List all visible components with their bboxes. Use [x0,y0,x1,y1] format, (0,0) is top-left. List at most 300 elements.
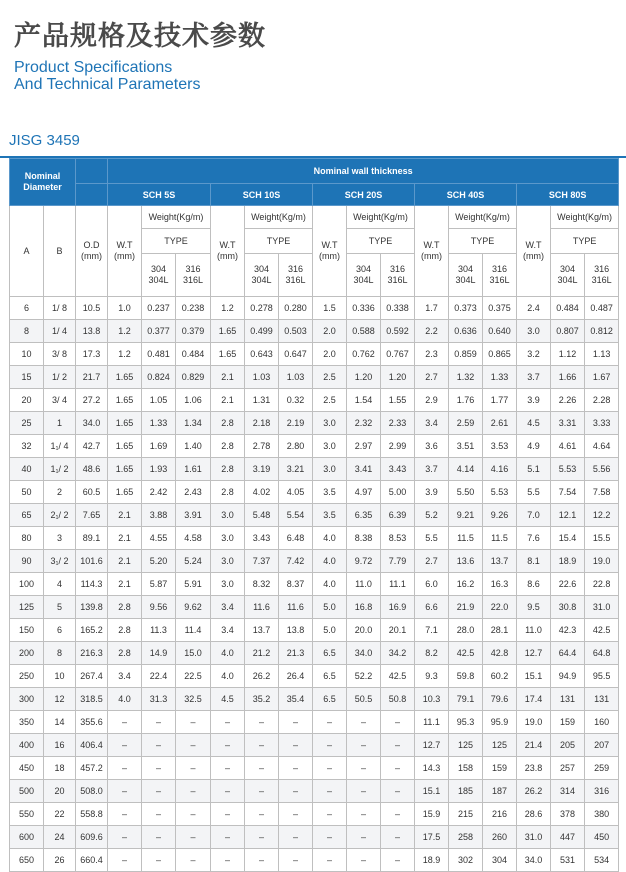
header-blank [76,159,108,184]
table-cell: 200 [10,642,44,665]
table-cell: 7.37 [245,550,279,573]
table-cell: 380 [585,803,619,826]
table-cell: 10.5 [76,297,108,320]
table-cell: 15.4 [551,527,585,550]
table-cell: 26 [44,849,76,872]
table-cell: 8.6 [517,573,551,596]
table-cell: 14 [44,711,76,734]
table-cell: – [279,780,313,803]
table-cell: 42.5 [381,665,415,688]
table-cell: 3.6 [415,435,449,458]
table-cell: 15.5 [585,527,619,550]
table-cell: 1.20 [381,366,415,389]
title-line-2: And Technical Parameters [14,76,201,93]
table-cell: – [211,780,245,803]
table-cell: 1.05 [142,389,176,412]
table-cell: 7.65 [76,504,108,527]
table-cell: 2.61 [483,412,517,435]
table-cell: 22.5 [176,665,211,688]
table-cell: 0.647 [279,343,313,366]
type-304-header: 304 304L [142,254,176,297]
table-cell: 3.33 [585,412,619,435]
table-cell: 2.9 [415,389,449,412]
nominal-wall-header: Nominal wall thickness [108,159,619,184]
table-cell: 10.3 [415,688,449,711]
table-cell: 6.48 [279,527,313,550]
table-cell: 21.4 [517,734,551,757]
table-cell: 9.62 [176,596,211,619]
table-cell: 0.812 [585,320,619,343]
schedule-header: SCH 40S [415,184,517,206]
table-cell: 2.1 [108,527,142,550]
table-cell: 4.64 [585,435,619,458]
table-cell: 31.0 [517,826,551,849]
table-cell: – [313,803,347,826]
table-cell: 6.0 [415,573,449,596]
table-cell: 0.487 [585,297,619,320]
table-cell: 7.42 [279,550,313,573]
table-cell: 28.1 [483,619,517,642]
table-cell: 3.51 [449,435,483,458]
type-header: TYPE [245,229,313,254]
weight-header: Weight(Kg/m) [245,206,313,229]
table-cell: 4.0 [211,665,245,688]
table-cell: 5.91 [176,573,211,596]
table-cell: 13.7 [483,550,517,573]
table-cell: 1.03 [279,366,313,389]
table-cell: 2.42 [142,481,176,504]
table-cell: 9.5 [517,596,551,619]
table-cell: 0.762 [347,343,381,366]
table-cell: 5.00 [381,481,415,504]
table-cell: 11.4 [176,619,211,642]
table-cell: – [279,849,313,872]
header-blank [76,184,108,206]
table-cell: 4.0 [313,550,347,573]
table-cell: – [211,803,245,826]
page-title-chinese: 产品规格及技术参数 [14,21,266,52]
table-cell: 14.3 [415,757,449,780]
table-cell: 42.5 [585,619,619,642]
table-cell: 31.3 [142,688,176,711]
table-cell: 6.5 [313,642,347,665]
table-cell: 2.43 [176,481,211,504]
table-cell: 8 [44,642,76,665]
table-cell: 1.69 [142,435,176,458]
table-cell: 60.5 [76,481,108,504]
table-cell: 457.2 [76,757,108,780]
table-cell: 4.0 [313,527,347,550]
standard-label: JISG 3459 [9,132,80,149]
table-cell: 5.5 [517,481,551,504]
weight-header: Weight(Kg/m) [551,206,619,229]
table-cell: 1.2 [108,320,142,343]
table-cell: 1.13 [585,343,619,366]
table-cell: – [176,803,211,826]
table-cell: – [176,734,211,757]
table-cell: 0.588 [347,320,381,343]
table-cell: 4.9 [517,435,551,458]
table-cell: 24 [44,826,76,849]
table-cell: 42.8 [483,642,517,665]
table-cell: 1.65 [108,412,142,435]
type-316-header: 316 316L [176,254,211,297]
weight-header: Weight(Kg/m) [142,206,211,229]
table-cell: 1₁/ 4 [44,435,76,458]
table-cell: – [279,803,313,826]
table-cell: 1.65 [211,320,245,343]
table-cell: 19.0 [585,550,619,573]
table-cell: 4.14 [449,458,483,481]
table-cell: 1.66 [551,366,585,389]
type-304-header: 304 304L [551,254,585,297]
table-cell: 5.50 [449,481,483,504]
wt-header: W.T (mm) [517,206,551,297]
table-cell: 6 [44,619,76,642]
table-cell: 2.8 [108,642,142,665]
table-row [10,573,619,596]
table-cell: 0.32 [279,389,313,412]
table-row [10,826,619,849]
table-cell: 42.7 [76,435,108,458]
table-cell: – [142,780,176,803]
table-cell: 3.9 [415,481,449,504]
table-cell: 5.0 [313,596,347,619]
table-row [10,527,619,550]
table-cell: 18.9 [415,849,449,872]
table-cell: 8.38 [347,527,381,550]
table-cell: 0.499 [245,320,279,343]
table-row [10,642,619,665]
table-cell: – [142,826,176,849]
table-cell: 1.65 [211,343,245,366]
table-cell: – [279,826,313,849]
table-cell: 0.592 [381,320,415,343]
table-cell: 3.0 [313,435,347,458]
table-cell: 9.56 [142,596,176,619]
table-cell: 1.5 [313,297,347,320]
table-cell: 10 [44,665,76,688]
table-cell: 600 [10,826,44,849]
wt-header: W.T (mm) [211,206,245,297]
table-cell: – [313,826,347,849]
table-cell: – [245,849,279,872]
table-cell: – [108,826,142,849]
table-cell: 17.4 [517,688,551,711]
table-cell: 60.2 [483,665,517,688]
table-cell: 16.2 [449,573,483,596]
table-row [10,320,619,343]
table-cell: 22.4 [142,665,176,688]
table-cell: 20 [10,389,44,412]
table-cell: 11.6 [245,596,279,619]
table-cell: – [108,803,142,826]
table-cell: 3.88 [142,504,176,527]
table-row [10,297,619,320]
table-cell: 8 [10,320,44,343]
table-cell: 26.2 [245,665,279,688]
table-cell: – [211,734,245,757]
type-header: TYPE [551,229,619,254]
table-cell: 79.6 [483,688,517,711]
table-cell: 2.7 [415,550,449,573]
table-cell: 0.375 [483,297,517,320]
table-cell: 3.0 [211,527,245,550]
table-cell: 2 [44,481,76,504]
table-cell: – [176,780,211,803]
table-cell: 5 [44,596,76,619]
table-cell: 316 [585,780,619,803]
table-cell: 2.5 [313,366,347,389]
table-cell: – [347,757,381,780]
table-cell: 450 [10,757,44,780]
table-cell: – [108,711,142,734]
type-304-header: 304 304L [347,254,381,297]
table-cell: – [381,734,415,757]
table-cell: 125 [10,596,44,619]
table-cell: 21.3 [279,642,313,665]
table-cell: 15 [10,366,44,389]
table-row [10,458,619,481]
table-cell: 1.54 [347,389,381,412]
table-cell: 2.4 [517,297,551,320]
table-row [10,757,619,780]
table-cell: 267.4 [76,665,108,688]
type-316-header: 316 316L [381,254,415,297]
table-cell: 89.1 [76,527,108,550]
table-cell: 2.1 [211,366,245,389]
table-cell: 215 [449,803,483,826]
table-cell: 0.373 [449,297,483,320]
table-row [10,596,619,619]
table-cell: 650 [10,849,44,872]
table-cell: 185 [449,780,483,803]
table-cell: 3.5 [313,504,347,527]
table-cell: 131 [551,688,585,711]
table-cell: 1.03 [245,366,279,389]
table-cell: 3.0 [313,458,347,481]
od-header: O.D (mm) [76,206,108,297]
table-cell: – [347,780,381,803]
table-cell: 125 [449,734,483,757]
table-cell: 0.237 [142,297,176,320]
table-cell: 1.06 [176,389,211,412]
table-row [10,504,619,527]
table-cell: 4.58 [176,527,211,550]
table-cell: 3.0 [211,573,245,596]
table-cell: 260 [483,826,517,849]
table-cell: 0.379 [176,320,211,343]
table-cell: 257 [551,757,585,780]
table-row [10,688,619,711]
type-header: TYPE [449,229,517,254]
table-cell: 0.859 [449,343,483,366]
spec-table [9,158,619,872]
table-cell: 22 [44,803,76,826]
table-cell: 4.16 [483,458,517,481]
table-cell: 12.1 [551,504,585,527]
table-cell: 1.32 [449,366,483,389]
table-cell: 9.3 [415,665,449,688]
table-cell: 1.2 [108,343,142,366]
table-cell: – [142,711,176,734]
table-cell: 25 [10,412,44,435]
table-cell: 2.8 [211,435,245,458]
table-cell: 14.9 [142,642,176,665]
table-cell: 1.0 [108,297,142,320]
table-cell: – [211,711,245,734]
table-cell: 3.2 [517,343,551,366]
table-cell: 11.1 [415,711,449,734]
table-cell: 12 [44,688,76,711]
table-cell: 3.0 [211,550,245,573]
table-cell: 16 [44,734,76,757]
table-cell: 15.0 [176,642,211,665]
table-cell: 2.0 [313,320,347,343]
table-cell: – [211,849,245,872]
table-cell: 1.77 [483,389,517,412]
table-cell: 100 [10,573,44,596]
table-cell: 300 [10,688,44,711]
schedule-header: SCH 20S [313,184,415,206]
table-cell: 59.8 [449,665,483,688]
table-cell: 158 [449,757,483,780]
table-cell: 3.21 [279,458,313,481]
table-cell: 4.5 [517,412,551,435]
table-cell: 2.1 [108,504,142,527]
nominal-diameter-header: Nominal Diameter [10,159,76,206]
table-cell: 20.0 [347,619,381,642]
table-cell: 1.34 [176,412,211,435]
table-cell: 7.54 [551,481,585,504]
table-cell: 2.8 [211,481,245,504]
table-cell: 26.2 [517,780,551,803]
col-a-header: A [10,206,44,297]
table-cell: 5.56 [585,458,619,481]
table-cell: 1.2 [211,297,245,320]
table-cell: 2₁/ 2 [44,504,76,527]
type-316-header: 316 316L [279,254,313,297]
table-cell: 2.3 [415,343,449,366]
table-cell: – [279,734,313,757]
table-cell: – [347,849,381,872]
table-cell: – [108,849,142,872]
table-cell: 5.5 [415,527,449,550]
table-cell: – [313,711,347,734]
type-316-header: 316 316L [585,254,619,297]
table-cell: 1.31 [245,389,279,412]
table-cell: 7.0 [517,504,551,527]
table-cell: 7.58 [585,481,619,504]
table-cell: 1.20 [347,366,381,389]
table-cell: 2.8 [211,412,245,435]
type-header: TYPE [142,229,211,254]
table-cell: – [381,826,415,849]
spec-table-body [10,297,619,872]
table-row [10,619,619,642]
table-cell: 35.4 [279,688,313,711]
table-cell: – [211,757,245,780]
table-cell: 5.20 [142,550,176,573]
table-cell: 5.2 [415,504,449,527]
table-cell: 3 [44,527,76,550]
table-cell: 355.6 [76,711,108,734]
table-cell: 65 [10,504,44,527]
table-cell: 9.26 [483,504,517,527]
table-cell: – [176,826,211,849]
table-cell: – [245,734,279,757]
table-cell: – [381,780,415,803]
table-cell: 2.99 [381,435,415,458]
table-cell: 8.2 [415,642,449,665]
table-cell: 150 [10,619,44,642]
table-cell: 17.5 [415,826,449,849]
table-cell: 6 [10,297,44,320]
table-cell: 1.7 [415,297,449,320]
table-cell: 2.8 [108,596,142,619]
table-cell: – [108,757,142,780]
table-cell: 95.9 [483,711,517,734]
table-cell: 8.53 [381,527,415,550]
table-cell: 4.0 [313,573,347,596]
table-cell: 318.5 [76,688,108,711]
table-row [10,550,619,573]
table-cell: 22.0 [483,596,517,619]
schedule-header: SCH 10S [211,184,313,206]
table-cell: 1.61 [176,458,211,481]
table-cell: 2.18 [245,412,279,435]
table-cell: 48.6 [76,458,108,481]
table-cell: 660.4 [76,849,108,872]
table-cell: 6.35 [347,504,381,527]
table-cell: 0.336 [347,297,381,320]
table-cell: – [108,780,142,803]
table-cell: 4.05 [279,481,313,504]
table-cell: 15.1 [517,665,551,688]
table-cell: 31.0 [585,596,619,619]
table-cell: 11.1 [381,573,415,596]
table-cell: 5.53 [551,458,585,481]
table-cell: 1.76 [449,389,483,412]
table-cell: 3.19 [245,458,279,481]
table-cell: – [381,803,415,826]
table-cell: – [108,734,142,757]
table-cell: 500 [10,780,44,803]
table-cell: 2.33 [381,412,415,435]
table-row [10,780,619,803]
table-cell: 2.1 [211,389,245,412]
table-cell: 0.484 [551,297,585,320]
table-cell: 1.33 [483,366,517,389]
table-cell: – [279,711,313,734]
table-cell: 3.4 [108,665,142,688]
table-cell: 3.43 [381,458,415,481]
weight-header: Weight(Kg/m) [347,206,415,229]
table-cell: 3/ 4 [44,389,76,412]
table-cell: 32.5 [176,688,211,711]
table-cell: – [245,826,279,849]
table-cell: 50.5 [347,688,381,711]
schedule-header: SCH 5S [108,184,211,206]
table-cell: 1.33 [142,412,176,435]
table-cell: 0.377 [142,320,176,343]
table-cell: 34.0 [76,412,108,435]
table-cell: 21.7 [76,366,108,389]
table-cell: 8.1 [517,550,551,573]
table-cell: 216 [483,803,517,826]
table-cell: 2.5 [313,389,347,412]
table-cell: 400 [10,734,44,757]
